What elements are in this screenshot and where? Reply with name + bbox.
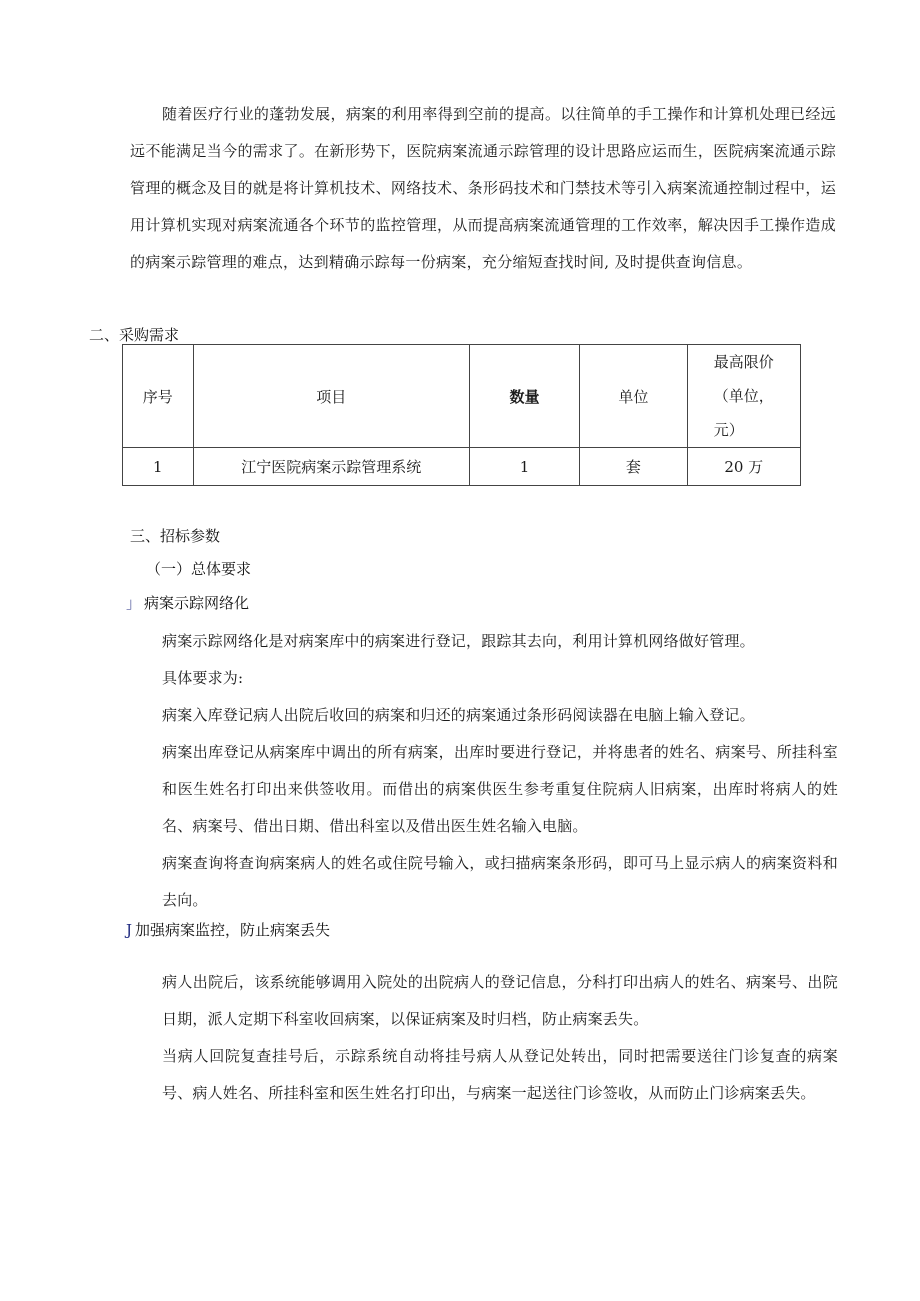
- item-heading-monitoring: [126, 919, 330, 940]
- max-price-line-3: 元）: [713, 421, 744, 439]
- item-title: 加强病案监控，防止病案丢失: [135, 921, 331, 939]
- item1-point-2: 病案出库登记从病案库中调出的所有病案，出库时要进行登记，并将患者的姓名、病案号、所挂科室和医生姓名打印出来供签收用。而借出的病案供医生参考重复住院病人旧病案，出库时将病人的姓名、病案号、借出日期、借出科室以及借出医生姓名输入电脑。: [162, 743, 838, 835]
- header-item: 项目: [193, 345, 469, 448]
- cell-quantity: 1: [469, 448, 579, 486]
- cell-item: 江宁医院病案示踪管理系统: [193, 448, 469, 486]
- item1-point-3: 病案查询将查询病案病人的姓名或住院号输入，或扫描病案条形码，即可马上显示病人的病案资料和去向。: [162, 854, 838, 909]
- bullet-icon: 」: [126, 594, 142, 612]
- item-title: 病案示踪网络化: [144, 594, 250, 612]
- header-quantity: 数量: [469, 345, 579, 448]
- table-header-row: [123, 345, 801, 448]
- item-heading-networking: [126, 592, 249, 613]
- item1-requirements-label: 具体要求为:: [162, 669, 244, 687]
- header-index: 序号: [123, 345, 194, 448]
- cell-max-price: 20 万: [687, 448, 800, 486]
- procurement-table: [122, 344, 801, 486]
- table-row: [123, 448, 801, 486]
- cell-unit: 套: [580, 448, 687, 486]
- section-heading-procurement: 二、采购需求: [89, 326, 180, 344]
- max-price-line-1: 最高限价: [713, 353, 774, 371]
- header-unit: 单位: [580, 345, 687, 448]
- item1-point-1: 病案入库登记病人出院后收回的病案和归还的病案通过条形码阅读器在电脑上输入登记。: [162, 706, 755, 724]
- intro-paragraph: 随着医疗行业的蓬勃发展，病案的利用率得到空前的提高。以往简单的手工操作和计算机处理已经远远不能满足当今的需求了。在新形势下，医院病案流通示踪管理的设计思路应运而生，医院病案流通示踪管理的概念及目的就是将计算机技术、网络技术、条形码技术和门禁技术等引入病案流通控制过程中，运用计算机实现对病案流通各个环节的监控管理，从而提高病案流通管理的工作效率，解决因手工操作造成的病案示踪管理的难点，达到精确示踪每一份病案，充分缩短查找时间, 及时提供查询信息。: [130, 105, 836, 271]
- item2-point-1: 病人出院后，该系统能够调用入院处的出院病人的登记信息，分科打印出病人的姓名、病案号、出院日期，派人定期下科室收回病案，以保证病案及时归档，防止病案丢失。: [162, 973, 838, 1028]
- subheading-general-requirements: （一）总体要求: [146, 560, 252, 578]
- max-price-label: [714, 345, 774, 447]
- item1-intro: 病案示踪网络化是对病案库中的病案进行登记，跟踪其去向，利用计算机网络做好管理。: [162, 632, 755, 650]
- header-max-price: [687, 345, 800, 448]
- bullet-icon: J: [126, 921, 133, 939]
- cell-index: 1: [123, 448, 194, 486]
- section-heading-bid-params: 三、招标参数: [130, 527, 221, 545]
- item2-point-2: 当病人回院复查挂号后，示踪系统自动将挂号病人从登记处转出，同时把需要送往门诊复查的病案号、病人姓名、所挂科室和医生姓名打印出，与病案一起送往门诊签收，从而防止门诊病案丢失。: [162, 1047, 838, 1102]
- max-price-line-2: （单位，: [713, 387, 774, 405]
